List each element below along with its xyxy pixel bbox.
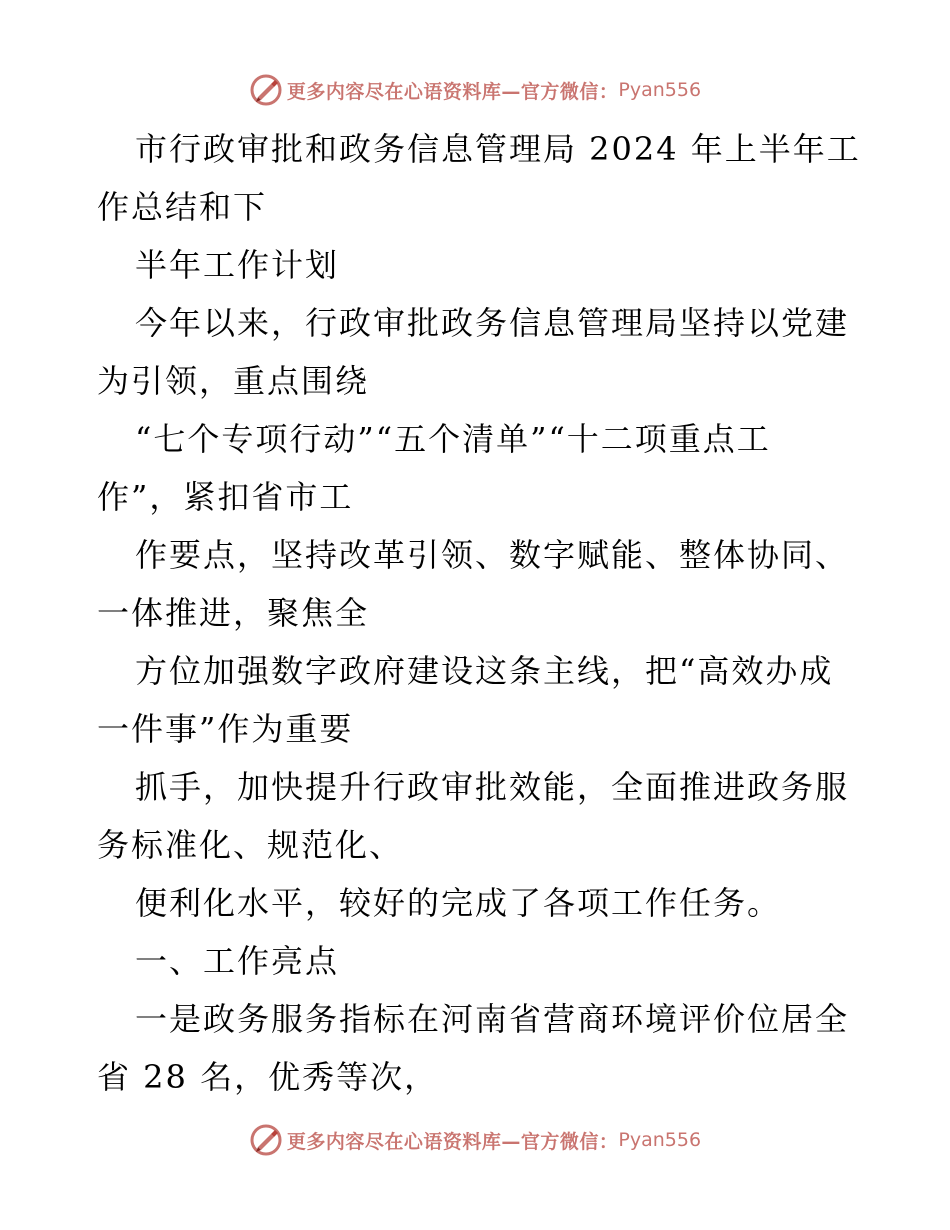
text-line: 方位加强数字政府建设这条主线，把“高效办成: [135, 652, 834, 690]
pen-logo-icon: [249, 1123, 283, 1157]
text-line: 一是政务服务指标在河南省营商环境评价位居全: [135, 1000, 850, 1038]
text-line: 作”，紧扣省市工: [97, 478, 354, 516]
text-line: 务标准化、规范化、: [97, 826, 404, 864]
text-line: 今年以来，行政审批政务信息管理局坚持以党建: [135, 304, 850, 342]
text-line: 一、工作亮点: [135, 942, 340, 980]
text-line: “七个专项行动”“五个清单”“十二项重点工: [135, 420, 771, 458]
text-line: 一件事”作为重要: [97, 710, 354, 748]
watermark-text: 更多内容尽在心语资料库—官方微信：: [286, 1130, 619, 1153]
text-line: 市行政审批和政务信息管理局 2024 年上半年工: [135, 130, 861, 168]
text-line: 省 28 名，优秀等次，: [97, 1058, 439, 1096]
document-body: [97, 120, 861, 1106]
text-line: 抓手，加快提升行政审批效能，全面推进政务服: [135, 768, 850, 806]
footer-watermark: [0, 1120, 950, 1160]
text-line: 作要点，坚持改革引领、数字赋能、整体协同、: [135, 536, 850, 574]
watermark-text: 更多内容尽在心语资料库—官方微信：: [286, 80, 619, 103]
text-line: 便利化水平，较好的完成了各项工作任务。: [135, 884, 782, 922]
text-line: 半年工作计划: [135, 246, 340, 284]
pen-logo-icon: [249, 73, 283, 107]
watermark-account: Pyan556: [618, 1129, 702, 1151]
text-line: 作总结和下: [97, 188, 268, 226]
text-line: 为引领，重点围绕: [97, 362, 370, 400]
text-line: 一体推进，聚焦全: [97, 594, 370, 632]
header-watermark: [0, 70, 950, 110]
watermark-account: Pyan556: [618, 79, 702, 101]
